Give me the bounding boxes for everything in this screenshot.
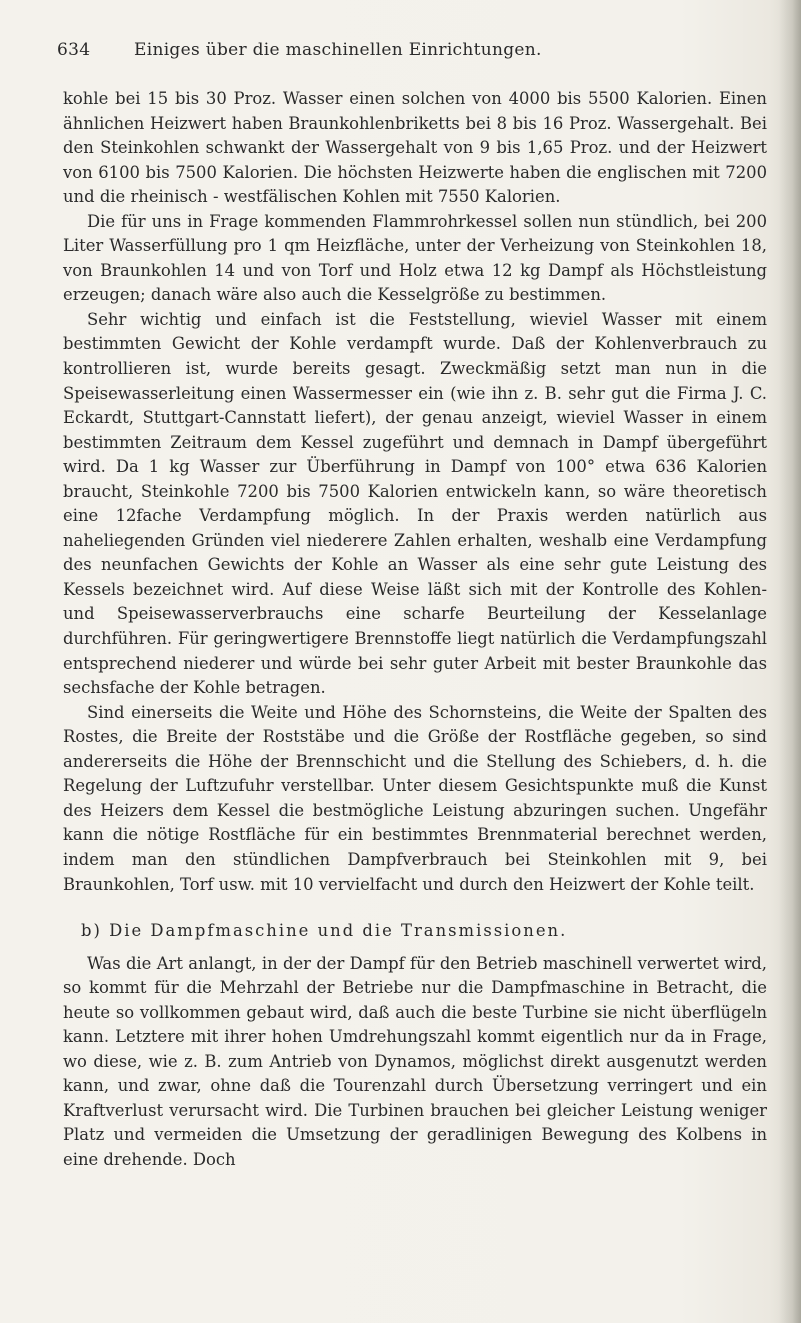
paragraph: kohle bei 15 bis 30 Proz. Wasser einen solchen von 4000 bis 5500 Kalorien. Einen ähnlichen Heizwert haben Braunkohlenbriketts bei 8 bis 16 Proz. Wassergehalt. Bei den Steinkohlen schwankt der Wassergehalt von 9 bis 1,65 Proz. und der Heizwert von 6100 bis 7500 Kalorien. Die höchsten Heizwerte haben die englischen mit 7200 und die rheinisch - westfälischen Kohlen mit 7550 Kalorien. bbox=[63, 89, 767, 207]
page-number: 634 bbox=[57, 40, 91, 60]
page-edge-shadow bbox=[779, 0, 801, 1323]
section-heading: b) Die Dampfmaschine und die Transmissionen. bbox=[81, 921, 568, 941]
body-text bbox=[63, 87, 767, 1173]
page-header bbox=[57, 40, 767, 70]
paragraph: Die für uns in Frage kommenden Flammrohrkessel sollen nun stündlich, bei 200 Liter Wasserfüllung pro 1 qm Heizfläche, unter der Verheizung von Steinkohlen 18, von Braunkohlen 14 und von Torf und Holz etwa 12 kg Dampf als Höchstleistung erzeugen; danach wäre also auch die Kesselgröße zu bestimmen. bbox=[63, 211, 767, 305]
paragraph: Sind einerseits die Weite und Höhe des Schornsteins, die Weite der Spalten des Rostes, die Breite der Roststäbe und die Größe der Rostfläche gegeben, so sind andererseits die Höhe der Brennschicht und die Stellung des Schiebers, d. h. die Regelung der Luftzufuhr verstellbar. Unter diesem Gesichtspunkte muß die Kunst des Heizers dem Kessel die bestmögliche Leistung abzuringen suchen. Ungefähr kann die nötige Rostfläche für ein bestimmtes Brennmaterial berechnet werden, indem man den stündlichen Dampfverbrauch bei Steinkohlen mit 9, bei Braunkohlen, Torf usw. mit 10 vervielfacht und durch den Heizwert der Kohle teilt. bbox=[63, 702, 767, 894]
paragraph: Was die Art anlangt, in der der Dampf für den Betrieb maschinell verwertet wird, so kommt für die Mehrzahl der Betriebe nur die Dampfmaschine in Betracht, die heute so vollkommen gebaut wird, daß auch die beste Turbine sie nicht überflügeln kann. Letztere mit ihrer hohen Umdrehungszahl kommt eigentlich nur da in Frage, wo diese, wie z. B. zum Antrieb von Dynamos, möglichst direkt ausgenutzt werden kann, und zwar, ohne daß die Tourenzahl durch Übersetzung verringert und ein Kraftverlust verursacht wird. Die Turbinen brauchen bei gleicher Leistung weniger Platz und vermeiden die Umsetzung der geradlinigen Bewegung des Kolbens in eine drehende. Doch bbox=[63, 953, 767, 1169]
running-head: Einiges über die maschinellen Einrichtungen. bbox=[134, 40, 542, 60]
paragraph: Sehr wichtig und einfach ist die Feststellung, wieviel Wasser mit einem bestimmten Gewicht der Kohle verdampft wurde. Daß der Kohlenverbrauch zu kontrollieren ist, wurde bereits gesagt. Zweckmäßig setzt man nun in die Speisewasserleitung einen Wassermesser ein (wie ihn z. B. sehr gut die Firma J. C. Eckardt, Stuttgart-Cannstatt liefert), der genau anzeigt, wieviel Wasser in einem bestimmten Zeitraum dem Kessel zugeführt und demnach in Dampf übergeführt wird. Da 1 kg Wasser zur Überführung in Dampf von 100° etwa 636 Kalorien braucht, Steinkohle 7200 bis 7500 Kalorien entwickeln kann, so wäre theoretisch eine 12fache Verdampfung möglich. In der Praxis werden natürlich aus naheliegenden Gründen viel niederere Zahlen erhalten, weshalb eine Verdampfung des neunfachen Gewichts der Kohle an Wasser als eine sehr gute Leistung des Kessels bezeichnet wird. Auf diese Weise läßt sich mit der Kontrolle des Kohlen- und Speisewasserverbrauchs eine scharfe Beurteilung der Kesselanlage durchführen. Für geringwertigere Brennstoffe liegt natürlich die Verdampfungszahl entsprechend niederer und würde bei sehr guter Arbeit mit bester Braunkohle das sechsfache der Kohle betragen. bbox=[63, 309, 767, 698]
